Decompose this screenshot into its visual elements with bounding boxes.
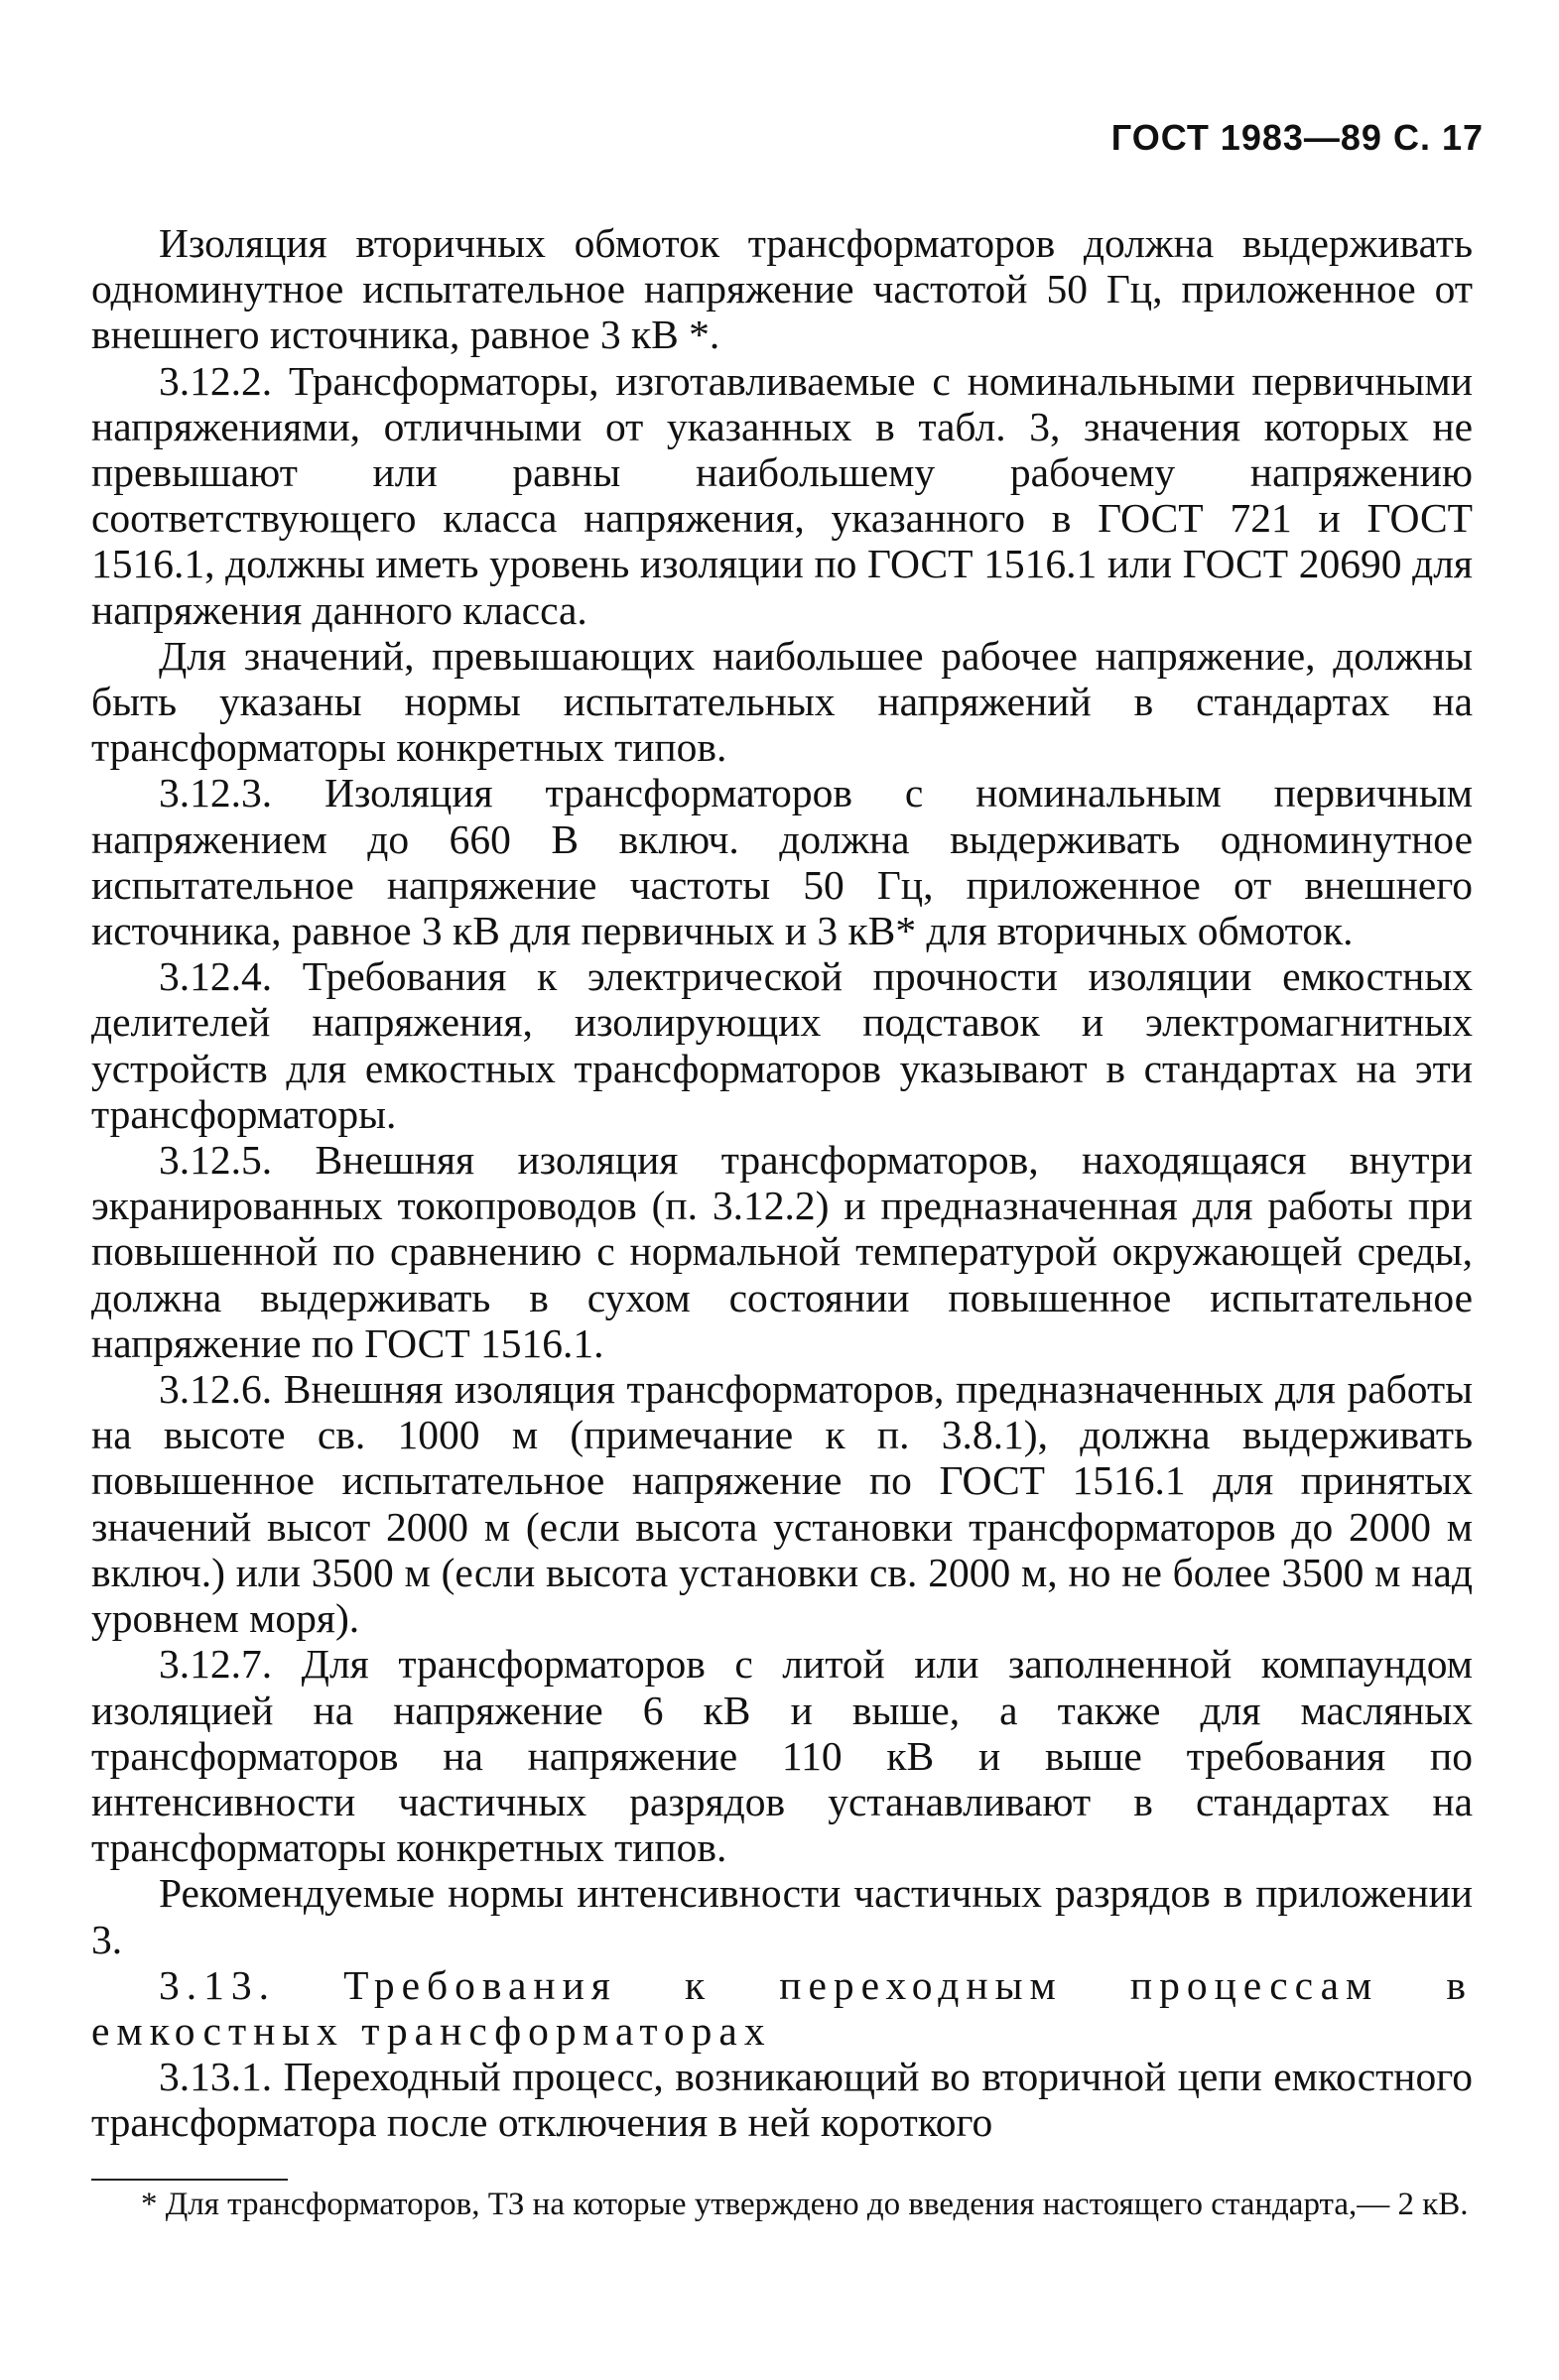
paragraph-recommended-norms: Рекомендуемые нормы интенсивности частичных разрядов в приложении 3. <box>91 1870 1473 1962</box>
running-header: ГОСТ 1983—89 С. 17 <box>1110 117 1484 158</box>
paragraph-3-12-5: 3.12.5. Внешняя изоляция трансформаторов, находящаяся внутри экранированных токопроводов (п. 3.12.2) и предназначенная для работы при повышенной по сравнению с нормальной температурой окружающей среды, должна выдерживать в сухом состоянии повышенное испытательное напряжение по ГОСТ 1516.1. <box>91 1137 1473 1366</box>
paragraph-3-12-6: 3.12.6. Внешняя изоляция трансформаторов, предназначенных для работы на высоте св. 1000 м (примечание к п. 3.8.1), должна выдерживать повышенное испытательное напряжение по ГОСТ 1516.1 для принятых значений высот 2000 м (если высота установки трансформаторов до 2000 м включ.) или 3500 м (если высота установки св. 2000 м, но не более 3500 м над уровнем моря). <box>91 1366 1473 1642</box>
paragraph-3-12-3: 3.12.3. Изоляция трансформаторов с номинальным первичным напряжением до 660 В включ. должна выдерживать одноминутное испытательное напряжение частоты 50 Гц, приложенное от внешнего источника, равное 3 кВ для первичных и 3 кВ* для вторичных обмоток. <box>91 770 1473 954</box>
paragraph-higher-voltage-values: Для значений, превышающих наибольшее рабочее напряжение, должны быть указаны нормы испытательных напряжений в стандартах на трансформаторы конкретных типов. <box>91 632 1473 771</box>
section-heading-3-13: 3.13. Требования к переходным процессам в емкостных трансформаторах <box>91 1961 1473 2054</box>
footnote-divider <box>91 2179 288 2181</box>
footnote: * Для трансформаторов, ТЗ на которые утверждено до введения настоящего стандарта,— 2 кВ. <box>141 2187 1469 2222</box>
paragraph-3-12-2: 3.12.2. Трансформаторы, изготавливаемые с номинальными первичными напряжениями, отличными от указанных в табл. 3, значения которых не превышают или равны наибольшему рабочему напряжению соответствующего класса напряжения, указанного в ГОСТ 721 и ГОСТ 1516.1, должны иметь уровень изоляции по ГОСТ 1516.1 или ГОСТ 20690 для напряжения данного класса. <box>91 357 1473 633</box>
paragraph-secondary-insulation: Изоляция вторичных обмоток трансформаторов должна выдерживать одноминутное испытательное напряжение частотой 50 Гц, приложенное от внешнего источника, равное 3 кВ *. <box>91 220 1473 358</box>
paragraph-3-12-7: 3.12.7. Для трансформаторов с литой или заполненной компаундом изоляцией на напряжение 6 кВ и выше, а также для масляных трансформаторов на напряжение 110 кВ и выше требования по интенсивности частичных разрядов устанавливают в стандартах на трансформаторы конкретных типов. <box>91 1641 1473 1871</box>
paragraph-3-12-4: 3.12.4. Требования к электрической прочности изоляции емкостных делителей напряжения, изолирующих подставок и электромагнитных устройств для емкостных трансформаторов указывают в стандартах на эти трансформаторы. <box>91 953 1473 1137</box>
document-body <box>91 220 1473 2146</box>
paragraph-3-13-1: 3.13.1. Переходный процесс, возникающий во вторичной цепи емкостного трансформатора после отключения в ней короткого <box>91 2054 1473 2146</box>
